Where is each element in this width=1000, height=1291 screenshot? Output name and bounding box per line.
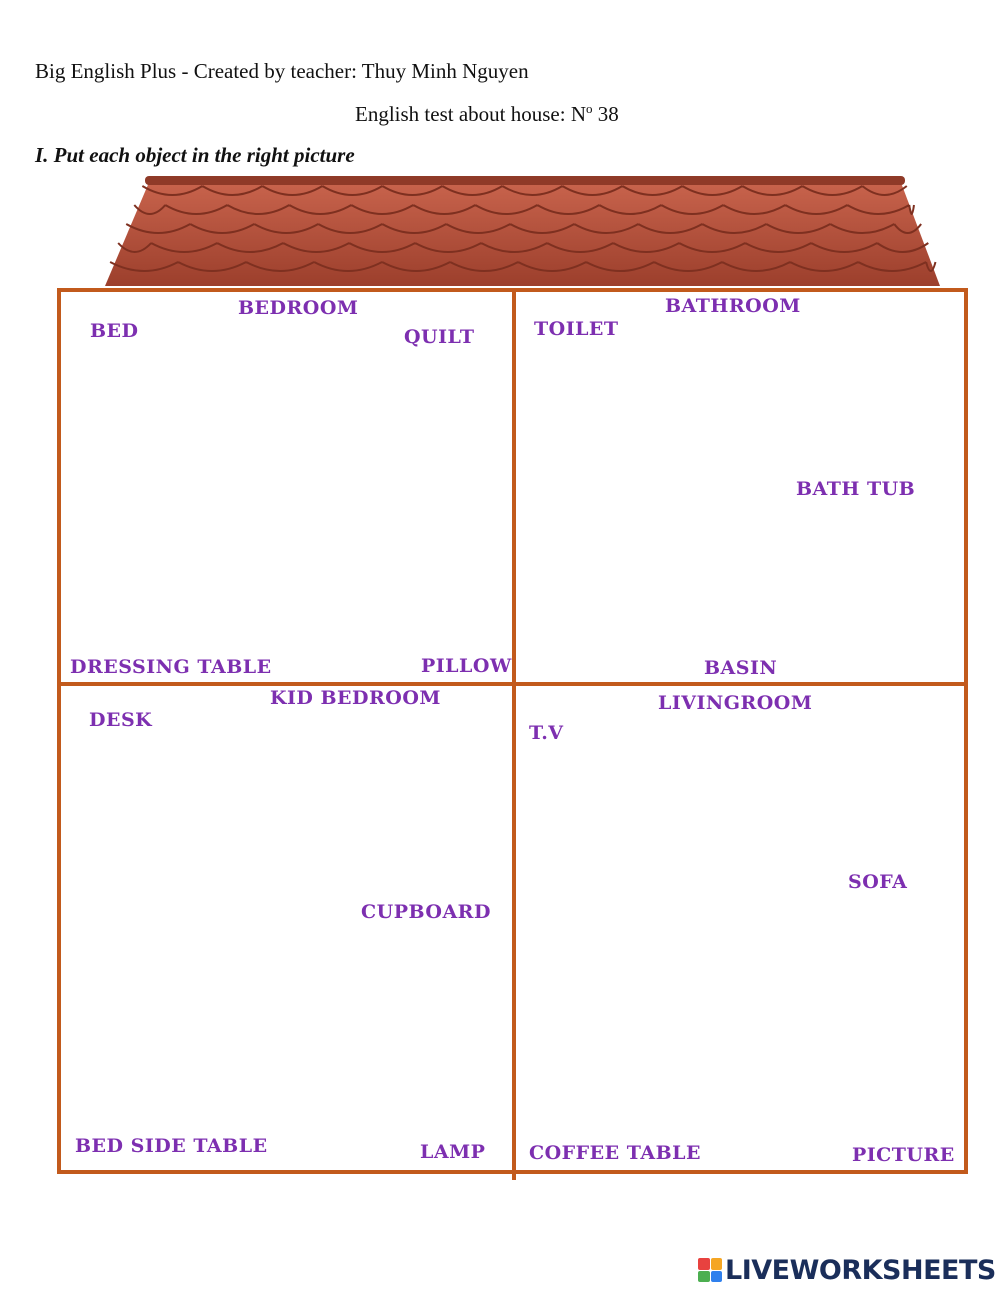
liveworksheets-mark-icon [698, 1258, 722, 1282]
livingroom-frame [512, 682, 968, 1174]
instruction-text: I. Put each object in the right picture [35, 143, 355, 167]
drag-label-bed-side-table[interactable]: BED SIDE TABLE [75, 1135, 268, 1157]
roof-tiles-image [105, 176, 940, 290]
drag-label-bed[interactable]: BED [90, 320, 139, 342]
drag-label-dressing-table[interactable]: DRESSING TABLE [70, 656, 272, 678]
drag-label-basin[interactable]: BASIN [704, 657, 778, 679]
livingroom-title: LIVINGROOM [658, 692, 813, 714]
kid-bedroom-frame [57, 682, 516, 1174]
drag-label-coffee-table[interactable]: COFFEE TABLE [529, 1142, 701, 1164]
drag-label-sofa[interactable]: SOFA [848, 871, 908, 893]
drag-label-bath-tub[interactable]: BATH TUB [796, 478, 916, 500]
subtitle-number: 38 [592, 102, 619, 126]
worksheet-credit: Big English Plus - Created by teacher: Thuy Minh Nguyen [35, 59, 529, 83]
drag-label-cupboard[interactable]: CUPBOARD [361, 901, 491, 923]
subtitle-superscript: o [585, 101, 593, 116]
worksheet-subtitle [355, 101, 619, 127]
liveworksheets-logo-text: LIVEWORKSHEETS [725, 1254, 996, 1286]
drag-label-quilt[interactable]: QUILT [404, 326, 475, 348]
liveworksheets-logo [698, 1256, 996, 1284]
bathroom-title: BATHROOM [665, 295, 801, 317]
drag-label-toilet[interactable]: TOILET [534, 318, 619, 340]
drag-label-tv[interactable]: T.V [529, 722, 564, 744]
kid-bedroom-title: KID BEDROOM [270, 687, 441, 709]
center-divider-tail [512, 1170, 516, 1180]
drag-label-pillow[interactable]: PILLOW [421, 655, 512, 677]
bedroom-title: BEDROOM [238, 297, 359, 319]
drag-label-lamp[interactable]: LAMP [420, 1141, 486, 1163]
subtitle-text: English test about house: N [355, 102, 586, 126]
drag-label-desk[interactable]: DESK [89, 709, 153, 731]
drag-label-picture[interactable]: PICTURE [852, 1144, 955, 1166]
